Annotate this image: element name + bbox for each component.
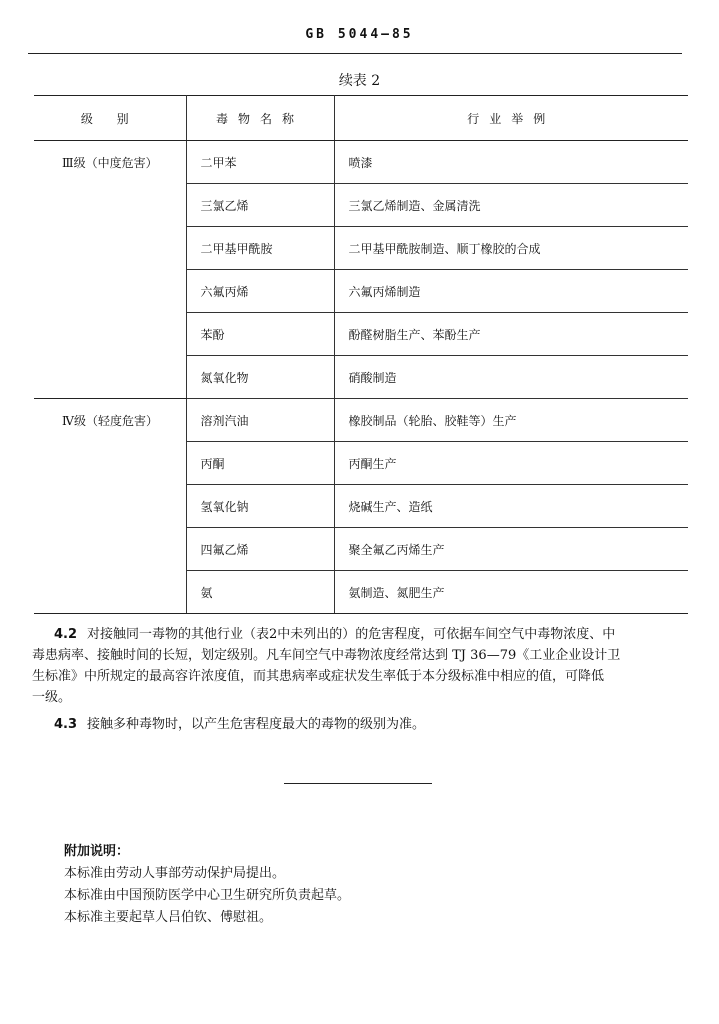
clause-text: 对接触同一毒物的其他行业（表2中未列出的）的危害程度，可依据车间空气中毒物浓度、中 (87, 627, 616, 642)
industry-cell: 烧碱生产、造纸 (334, 485, 688, 528)
industry-cell: 六氟丙烯制造 (334, 270, 688, 313)
industry-cell: 橡胶制品（轮胎、胶鞋等）生产 (334, 399, 688, 442)
clause-4-2-line: 生标准》中所规定的最高容许浓度值，而其患病率或症状发生率低于本分级标准中相应的值，可降低 (32, 669, 605, 684)
toxin-cell: 氢氧化钠 (186, 485, 334, 528)
grade-cell: Ⅲ级（中度危害） (34, 141, 186, 399)
grade-cell: Ⅳ级（轻度危害） (34, 399, 186, 614)
industry-cell: 丙酮生产 (334, 442, 688, 485)
notes-line: 本标准由劳动人事部劳动保护局提出。 (64, 866, 286, 881)
industry-cell: 喷漆 (334, 141, 688, 184)
toxin-cell: 氨 (186, 571, 334, 614)
header-rule (28, 53, 682, 54)
notes-title: 附加说明： (64, 844, 130, 859)
table-row (34, 399, 688, 442)
additional-notes (64, 841, 350, 929)
industry-cell: 酚醛树脂生产、苯酚生产 (334, 313, 688, 356)
end-rule (284, 783, 432, 784)
industry-cell: 二甲基甲酰胺制造、顺丁橡胶的合成 (334, 227, 688, 270)
clause-text: 接触多种毒物时，以产生危害程度最大的毒物的级别为准。 (87, 717, 426, 732)
header-grade: 级 别 (34, 96, 186, 141)
header-toxin-name: 毒物名称 (186, 96, 334, 141)
toxin-cell: 三氯乙烯 (186, 184, 334, 227)
industry-cell: 三氯乙烯制造、金属清洗 (334, 184, 688, 227)
toxin-cell: 二甲苯 (186, 141, 334, 184)
clause-4-2-line: 一级。 (32, 690, 72, 705)
toxin-cell: 二甲基甲酰胺 (186, 227, 334, 270)
standard-code: GB 5044—85 (305, 27, 414, 42)
table-caption: 续表 2 (338, 73, 381, 89)
toxin-cell: 溶剂汽油 (186, 399, 334, 442)
table-header-row (34, 96, 688, 141)
toxin-cell: 氮氧化物 (186, 356, 334, 399)
clause-number: 4.2 (54, 627, 78, 642)
industry-cell: 硝酸制造 (334, 356, 688, 399)
clause-number: 4.3 (54, 717, 78, 732)
clause-4-2-line (32, 624, 686, 645)
industry-cell: 氨制造、氮肥生产 (334, 571, 688, 614)
toxin-cell: 丙酮 (186, 442, 334, 485)
toxin-cell: 四氟乙烯 (186, 528, 334, 571)
clause-4-3 (32, 714, 686, 735)
notes-line: 本标准由中国预防医学中心卫生研究所负责起草。 (64, 888, 351, 903)
table-row (34, 141, 688, 184)
industry-cell: 聚全氟乙丙烯生产 (334, 528, 688, 571)
clause-4-2-line: 毒患病率、接触时间的长短，划定级别。凡车间空气中毒物浓度经常达到 TJ 36—79《工业企业设计卫 (32, 648, 621, 663)
toxin-cell: 六氟丙烯 (186, 270, 334, 313)
toxin-cell: 苯酚 (186, 313, 334, 356)
notes-line: 本标准主要起草人吕伯钦、傅慰祖。 (64, 910, 273, 925)
header-industry-example: 行业举例 (334, 96, 688, 141)
toxin-classification-table (34, 95, 688, 614)
clause-4-2 (32, 624, 686, 708)
